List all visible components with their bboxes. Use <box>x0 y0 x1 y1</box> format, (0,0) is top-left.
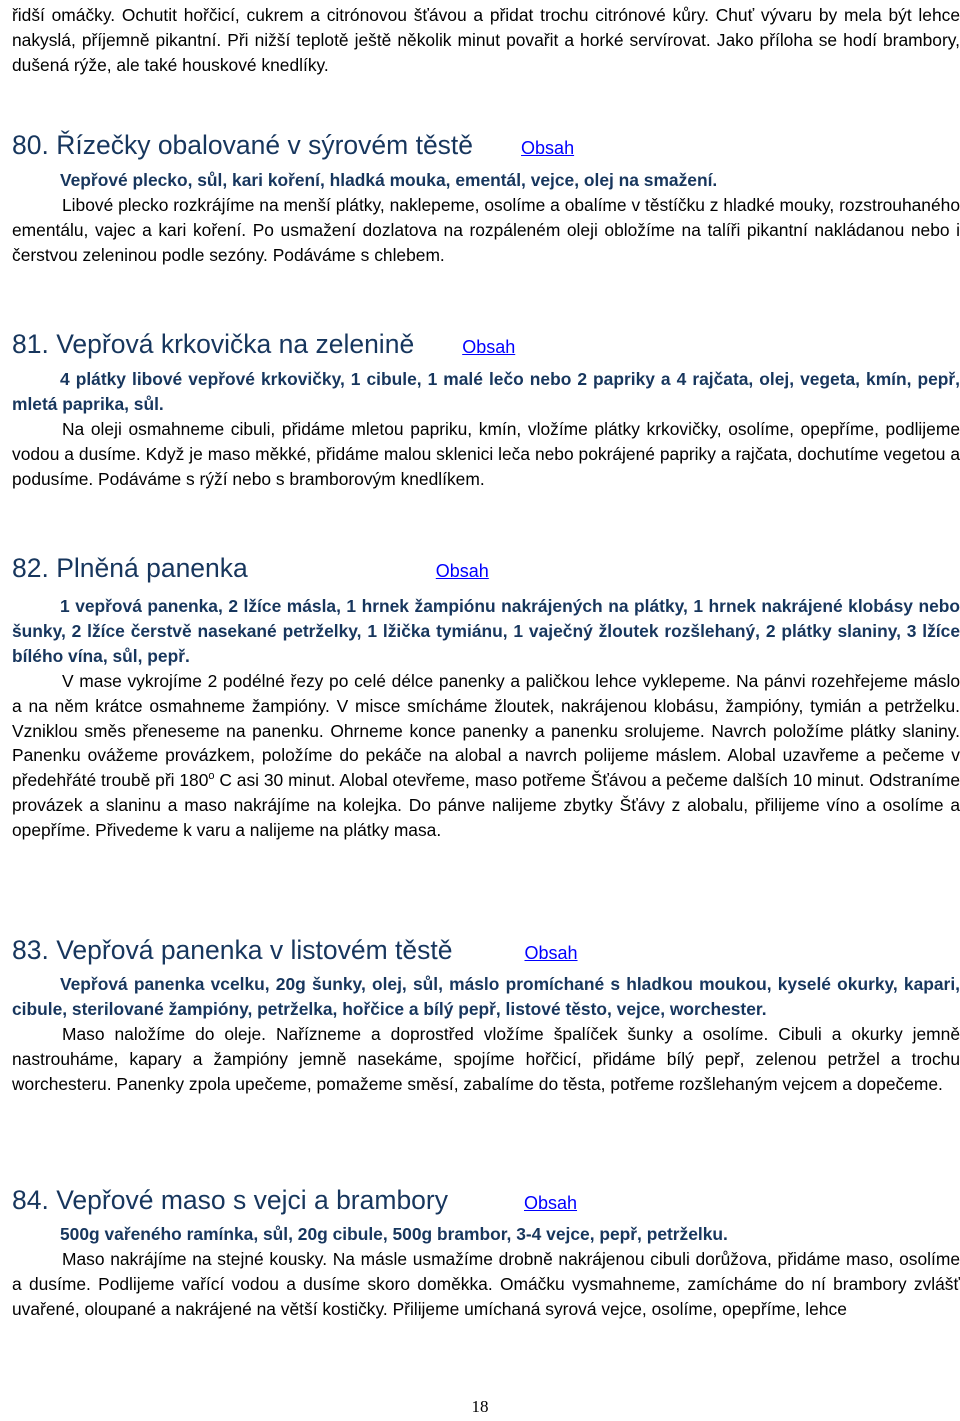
recipe-84 <box>12 1185 960 1322</box>
recipe-name: Plněná panenka <box>56 553 248 583</box>
recipe-title <box>12 935 452 966</box>
instructions <box>12 669 960 843</box>
ingredients: 4 plátky libové vepřové krkovičky, 1 cibule, 1 malé lečo nebo 2 papriky a 4 rajčata, olej, vegeta, kmín, pepř, mletá paprika, sůl. <box>12 369 960 414</box>
instructions: Libové plecko rozkrájíme na menší plátky, naklepeme, osolíme a obalíme v těstíčku z hladké mouky, rozstrouhaného ementálu, vajec a kari koření. Po usmažení dozlatova na rozpáleném oleji obložíme na talíři pikantní nakládanou nebo i čerstvou zeleninou podle sezóny. Podáváme s chlebem. <box>12 194 960 265</box>
contents-link[interactable]: Obsah <box>524 943 578 963</box>
ingredients: 1 vepřová panenka, 2 lžíce másla, 1 hrnek žampiónu nakrájených na plátky, 1 hrnek nakrájené klobásy nebo šunky, 2 lžíce čerstvě nasekané petrželky, 1 lžička tymiánu, 1 vaječný žloutek rozšlehaný, 2 plátky slaniny, 3 lžíce bílého vína, sůl, pepř. <box>12 596 960 666</box>
recipe-name: Vepřové maso s vejci a brambory <box>56 1185 448 1215</box>
instructions: Maso nakrájíme na stejné kousky. Na másle usmažíme drobně nakrájenou cibuli dorůžova, přidáme maso, osolíme a dusíme. Podlijeme vařící vodou a dusíme skoro doměkka. Omáčku vysmahneme, zamícháme do ní brambory zvlášť uvařené, oloupané a nakrájené na větší kostičky. Přilijeme umíchaná syrová vejce, osolíme, opepříme, lehce <box>12 1248 960 1319</box>
recipe-number: 83. <box>12 935 49 965</box>
recipe-name: Vepřová krkovička na zelenině <box>56 329 415 359</box>
recipe-number: 82. <box>12 553 49 583</box>
recipe-number: 81. <box>12 329 49 359</box>
document-page <box>12 0 960 1319</box>
recipe-82 <box>12 553 960 843</box>
degree-superscript: o <box>208 770 215 783</box>
ingredients: 500g vařeného ramínka, sůl, 20g cibule, 500g brambor, 3-4 vejce, pepř, petrželku. <box>60 1224 728 1244</box>
instructions-part-a: V mase vykrojíme 2 podélné řezy po celé délce panenky a paličkou lehce vyklepeme. Na pánvi rozehřejeme máslo a na něm krátce osmahneme žampióny. V misce smícháme žloutek, nakrájenou klobásu, žampióny, tymián a petrželku. Vzniklou směs přeneseme na panenku. Ohrneme konce panenky a panenku srolujeme. Navrch položíme plátky slaniny. Panenku ovážeme provázkem, položíme do pekáče na alobal a navrch polijeme máslem. Alobal uzavřeme a pečeme v předehřáté troubě při 180 <box>12 670 960 791</box>
recipe-heading <box>12 935 960 966</box>
ingredients: Vepřová panenka vcelku, 20g šunky, olej, sůl, máslo promíchané s hladkou moukou, kyselé okurky, kapari, cibule, sterilované žampióny, petrželka, hořčice a bílý pepř, listové těsto, vejce, worchester. <box>12 974 960 1019</box>
recipe-title <box>12 553 248 584</box>
recipe-heading <box>12 553 960 584</box>
intro-paragraph: řidší omáčky. Ochutit hořčicí, cukrem a citrónovou šťávou a přidat trochu citrónové kůry. Chuť vývaru by mela být lehce nakyslá, příjemně pikantní. Při nižší teplotě ještě několik minut povařit a horké servírovat. Jako příloha se hodí brambory, dušená rýže, ale také houskové knedlíky. <box>12 5 960 75</box>
recipe-title <box>12 130 473 161</box>
instructions: Na oleji osmahneme cibuli, přidáme mletou papriku, kmín, vložíme plátky krkovičky, osolíme, opepříme, podlijeme vodou a dusíme. Když je maso měkké, přidáme malou sklenici leča nebo pokrájené papriky a rajčata, dochutíme vegetou a podusíme. Podáváme s rýží nebo s bramborovým knedlíkem. <box>12 418 960 489</box>
recipe-83 <box>12 935 960 1097</box>
contents-link[interactable]: Obsah <box>435 561 489 581</box>
ingredients: Vepřové plecko, sůl, kari koření, hladká mouka, ementál, vejce, olej na smažení. <box>60 170 718 190</box>
contents-link[interactable]: Obsah <box>462 337 516 357</box>
instructions: Maso naložíme do oleje. Nařízneme a doprostřed vložíme špalíček šunky a osolíme. Cibuli a okurky jemně nastrouháme, kapary a žampióny jemně nasekáme, spojíme hořčicí, přidáme bílý pepř, zelenou petržel a trochu worchesteru. Panenky zpola upečeme, pomažeme směsí, zabalíme do těsta, potřeme rozšlehaným vejcem a dopečeme. <box>12 1023 960 1094</box>
contents-link[interactable]: Obsah <box>521 138 575 158</box>
recipe-heading <box>12 1185 960 1216</box>
recipe-number: 84. <box>12 1185 49 1215</box>
page-number: 18 <box>471 1397 489 1416</box>
recipe-title <box>12 329 414 360</box>
recipe-heading <box>12 329 960 360</box>
recipe-number: 80. <box>12 130 49 160</box>
recipe-heading <box>12 130 960 161</box>
instructions-part-b: C asi 30 minut. Alobal otevřeme, maso potřeme Šťávou a pečeme dalších 10 minut. Odstraníme provázek a slaninu a maso nakrájíme na kolejka. Do pánve nalijeme zbytky Šťávy z alobalu, přilijeme víno a osolíme a opepříme. Přivedeme k varu a nalijeme na plátky masa. <box>12 770 960 841</box>
recipe-title <box>12 1185 448 1216</box>
recipe-name: Vepřová panenka v listovém těstě <box>56 935 453 965</box>
contents-link[interactable]: Obsah <box>524 1193 578 1213</box>
recipe-80 <box>12 130 960 268</box>
recipe-name: Řízečky obalované v sýrovém těstě <box>56 130 474 160</box>
recipe-81 <box>12 329 960 492</box>
